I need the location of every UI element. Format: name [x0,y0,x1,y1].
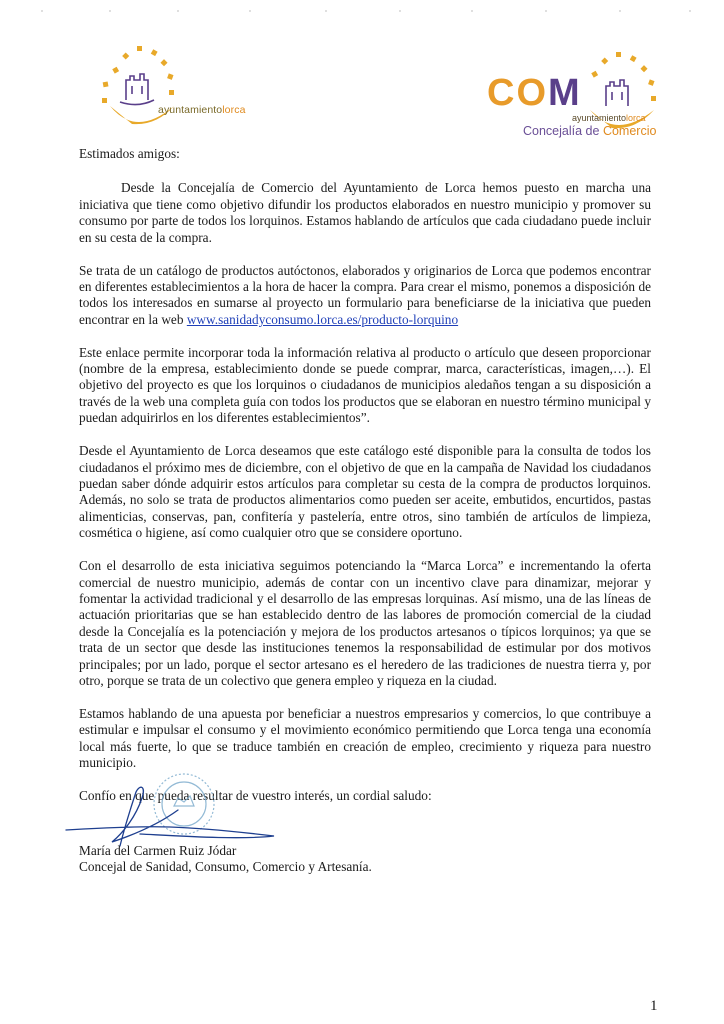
paragraph-economy: Estamos hablando de una apuesta por beneficiar a nuestros empresarios y comercios, lo que contribuye a estimular e impulsar el consumo y el movimiento económico permitiendo que Lorca tenga una economía local más fuerte, lo que se traduce también en creación de empleo, crecimiento y riqueza para nuestro municipio. [79,705,651,771]
com-wordmark: COM [487,72,582,114]
paragraph-catalog [79,263,651,329]
concejalia-logo-subtext: ayuntamientolorca [572,113,646,123]
signer-title: Concejal de Sanidad, Consumo, Comercio y Artesanía. [79,859,372,875]
sun-rays-icon [591,52,656,101]
signature-and-stamp [60,770,320,850]
paragraph-marca-lorca: Con el desarrollo de esta iniciativa seguimos potenciando la “Marca Lorca” e incrementando la oferta comercial de nuestro municipio, además de contar con un incentivo clave para dinamizar, mejorar y fomentar la actividad tradicional y el desarrollo de las empresas lorquinas. Así mismo, una de las líneas de actuación prioritarias que se han establecido dentro de las labores de promoción comercial de la ciudad desde la Concejalía es la potenciación y mejora de los productos artesanos o típicos lorquinos; ya que se trata de un sector que desde las instituciones tenemos la responsabilidad de estimular por dos motivos principales; por un lado, porque el sector artesano es el heredero de las tradiciones de nuestra tierra y, por otro, porque se trata de un colectivo que genera empleo y riqueza en la ciudad. [79,558,651,688]
letter-greeting: Estimados amigos: [79,146,180,161]
castle-icon [606,80,628,106]
concejalia-department-name: Concejalía de Comercio [523,124,657,138]
ayuntamiento-lorca-logo-text: ayuntamientolorca [158,104,246,116]
ayuntamiento-lorca-logo [96,42,256,132]
scan-artifact-dots [0,8,724,14]
paragraph-intro: Desde la Concejalía de Comercio del Ayuntamiento de Lorca hemos puesto en marcha una iniciativa que tiene como objetivo difundir los productos elaborados en nuestro municipio y promover su consumo por parte de todos los lorquinos. Estamos hablando de artículos que cada ciudadano puede incluir en su cesta de la compra. [79,180,651,245]
paragraph-link-info: Este enlace permite incorporar toda la información relativa al producto o artículo que deseen proporcionar (nombre de la empresa, establecimiento donde se puede comprar, marca, características, imagen,…). El objetivo del proyecto es que los lorquinos o ciudadanos de municipios aledaños tengan a su disposición a través de la web una completa guía con todos los productos que se elaboran en nuestro término municipal y puedan adquirirlos en los diferentes establecimientos”. [79,344,651,426]
signer-block [79,843,372,876]
paragraph-availability: Desde el Ayuntamiento de Lorca deseamos que este catálogo esté disponible para la consulta de todos los ciudadanos el próximo mes de diciembre, con el objetivo de que en la campaña de Navidad los ciudadanos puedan saber dónde adquirir estos artículos para completar su cesta de la compra de productos lorquinos. Además, no solo se trata de productos alimentarios como pueden ser aceite, embutidos, encurtidos, pastas alimenticias, conservas, pan, confitería y pastelería, entre otros, sino también de artículos de limpieza, cosmética o higiene, así como cualquier otro que se considere oportuno. [79,443,651,541]
official-stamp-icon [154,774,214,834]
handwritten-signature-icon [66,787,274,846]
paragraph-catalog-text: Se trata de un catálogo de productos autóctonos, elaborados y originarios de Lorca que podemos encontrar en diferentes establecimientos a la hora de hacer la compra. Para crear el mismo, ponemos a disposición de todos los interesados en sumarse al proyecto un formulario para beneficiarse de la iniciativa que pueden encontrar en la web [79,262,651,327]
letter-closing: Confío en que pueda resultar de vuestro interés, un cordial saludo: [79,788,432,803]
web-link[interactable]: www.sanidadyconsumo.lorca.es/producto-lorquino [186,311,459,327]
page-number: 1 [650,998,658,1014]
letter-body [79,146,651,804]
castle-icon [120,74,154,105]
signer-name: María del Carmen Ruiz Jódar [79,843,237,858]
sun-rays-icon [102,46,174,103]
